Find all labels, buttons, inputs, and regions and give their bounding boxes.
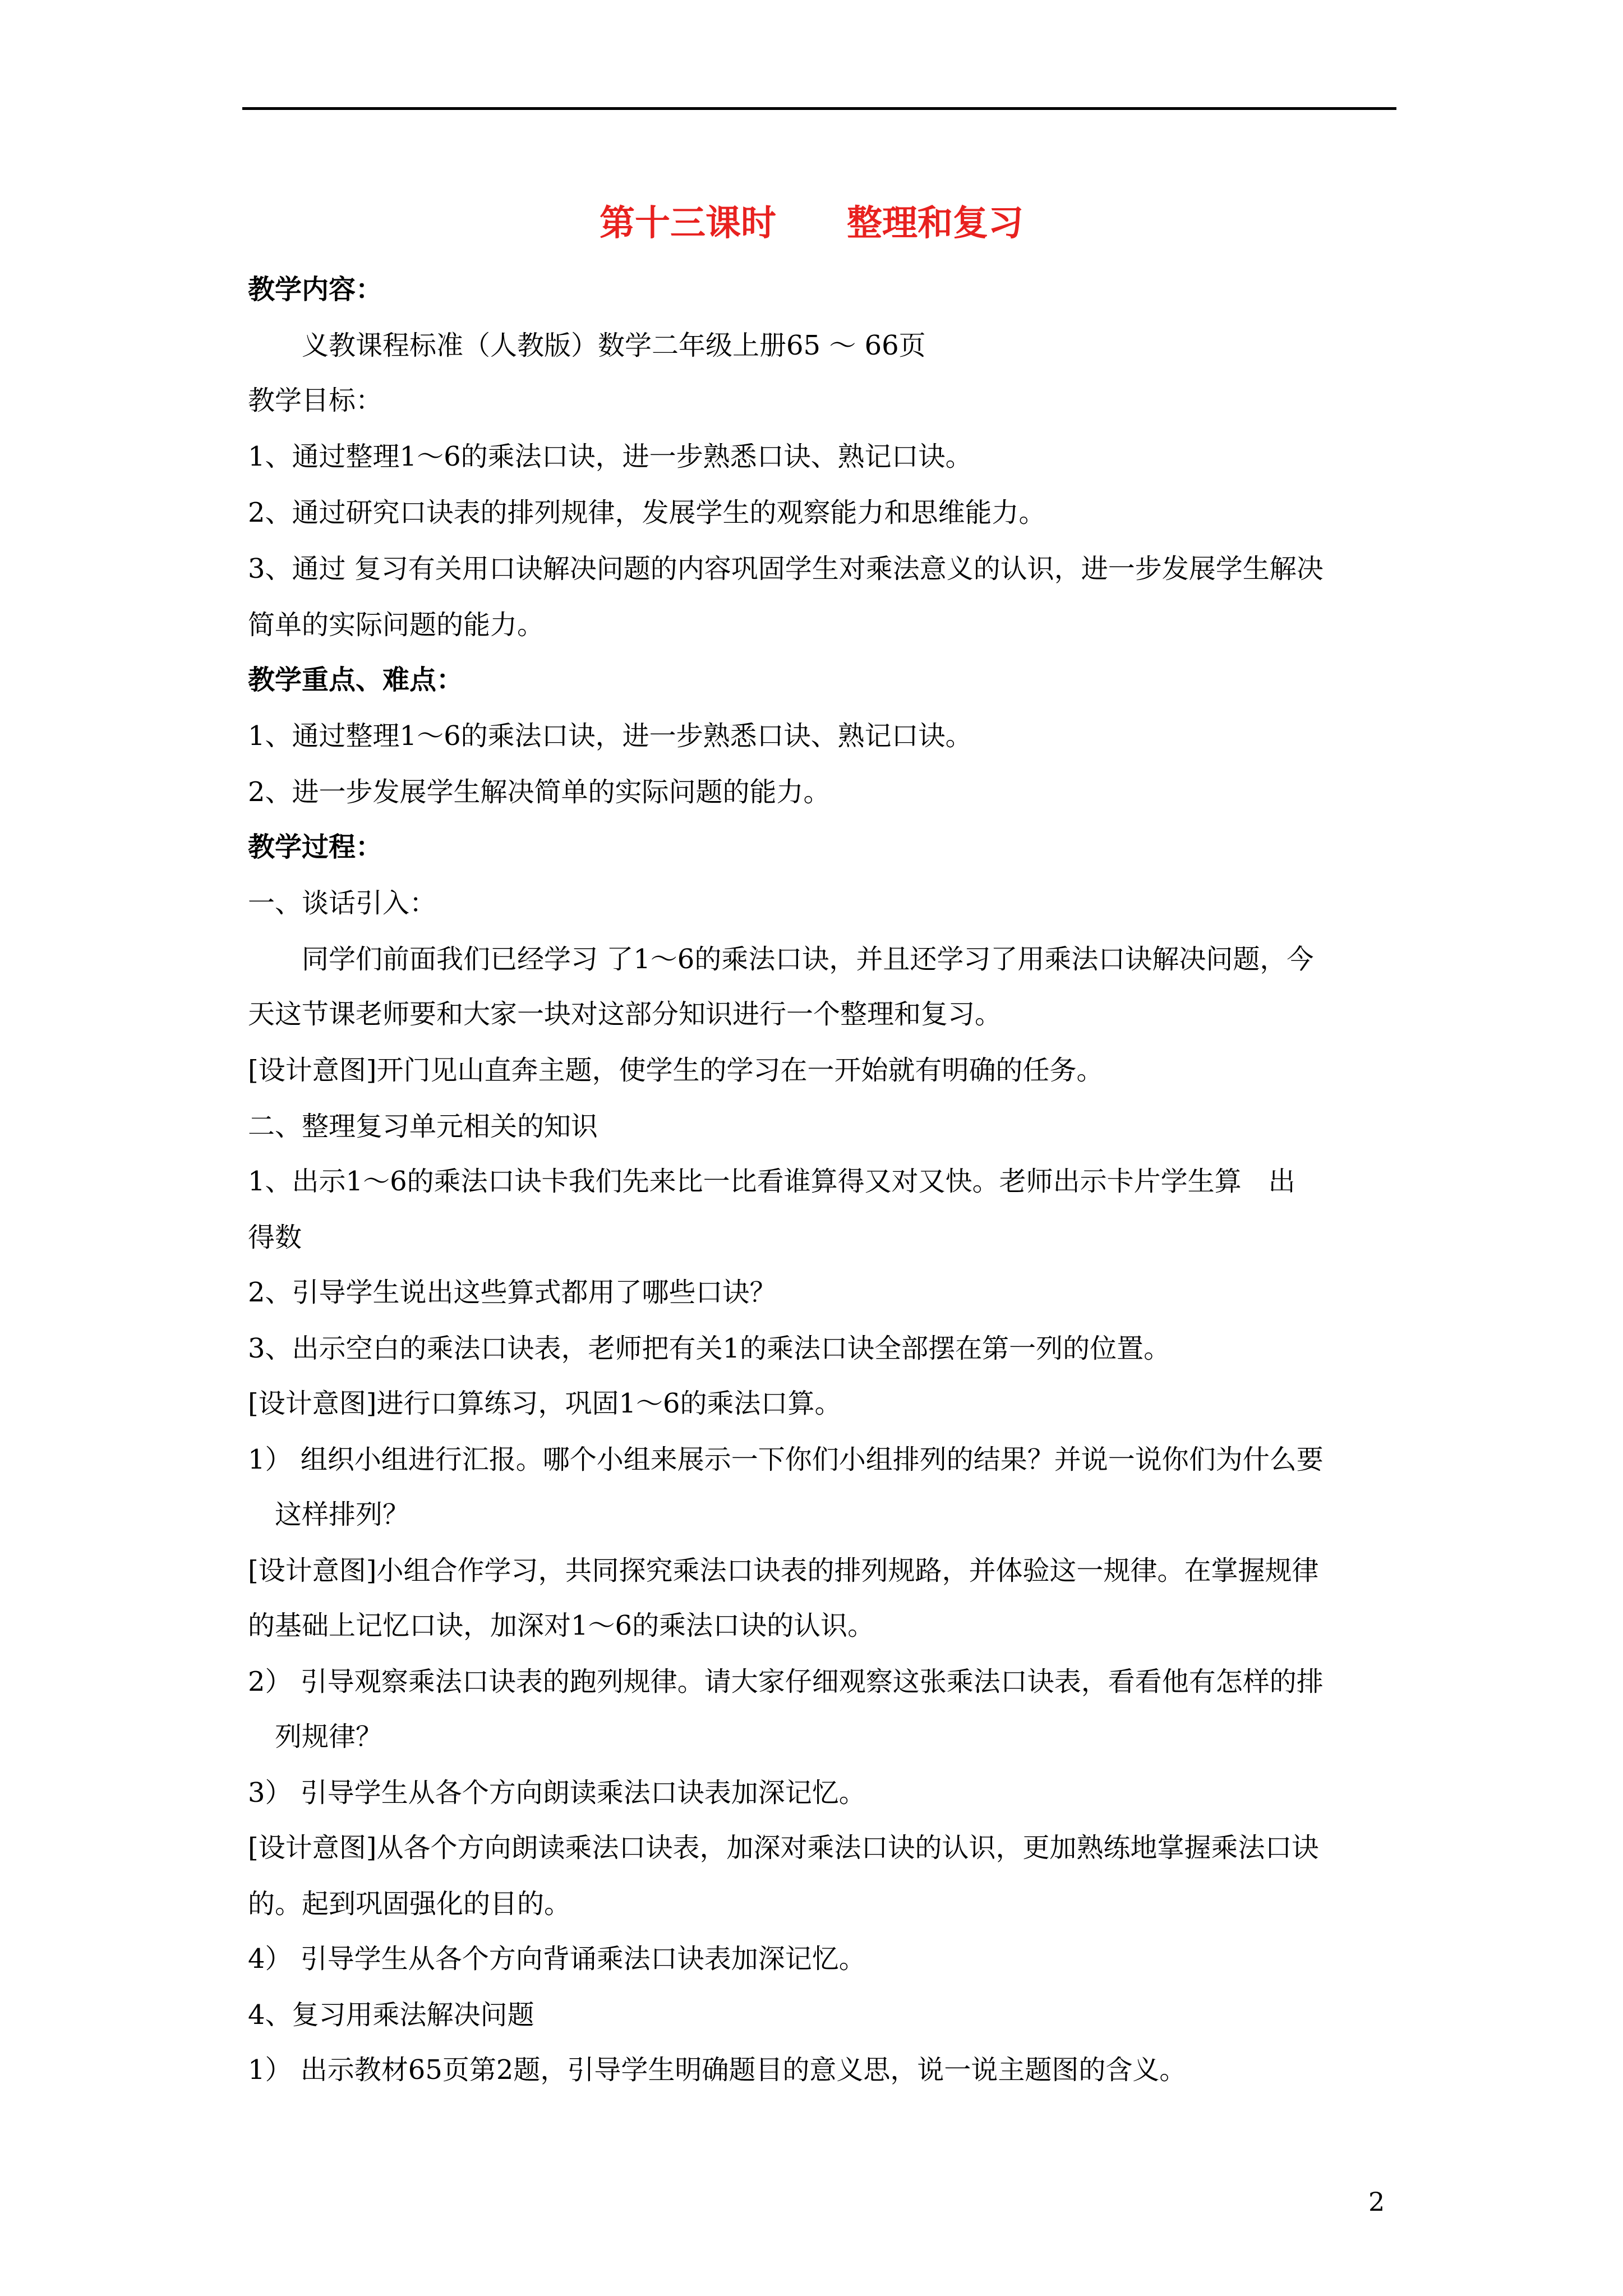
paragraph-line: 3、出示空白的乘法口诀表，老师把有关1的乘法口诀全部摆在第一列的位置。 <box>248 1333 1171 1364</box>
paragraph-line: [设计意图]进行口算练习，巩固1～6的乘法口算。 <box>248 1388 842 1419</box>
paragraph-line: [设计意图]小组合作学习，共同探究乘法口诀表的排列规路，并体验这一规律。在掌握规律 <box>248 1555 1319 1586</box>
lesson-title: 第十三课时 整理和复习 <box>600 203 1023 243</box>
paragraph-line: 的基础上记忆口诀，加深对1～6的乘法口诀的认识。 <box>248 1610 875 1641</box>
header-rule <box>242 107 1396 110</box>
paragraph-line: 3、通过 复习有关用口诀解决问题的内容巩固学生对乘法意义的认识，进一步发展学生解决 <box>248 553 1324 585</box>
paragraph-line: 1） 组织小组进行汇报。哪个小组来展示一下你们小组排列的结果？并说一说你们为什么要 <box>248 1444 1324 1475</box>
paragraph-line: 2、通过研究口诀表的排列规律，发展学生的观察能力和思维能力。 <box>248 497 1046 528</box>
paragraph-line: 同学们前面我们已经学习 了1～6的乘法口诀，并且还学习了用乘法口诀解决问题，今 <box>248 944 1314 975</box>
heading-teaching-content: 教学内容： <box>248 274 383 305</box>
paragraph-line: 这样排列？ <box>248 1499 410 1530</box>
paragraph-line: 2） 引导观察乘法口诀表的跑列规律。请大家仔细观察这张乘法口诀表，看看他有怎样的排 <box>248 1666 1324 1697</box>
paragraph-line: 1） 出示教材65页第2题，引导学生明确题目的意义思，说一说主题图的含义。 <box>248 2054 1187 2086</box>
paragraph-line: 天这节课老师要和大家一块对这部分知识进行一个整理和复习。 <box>248 999 1002 1030</box>
paragraph-line: 简单的实际问题的能力。 <box>248 609 545 641</box>
paragraph-line: [设计意图]从各个方向朗读乘法口诀表，加深对乘法口诀的认识，更加熟练地掌握乘法口诀 <box>248 1832 1319 1864</box>
heading-teaching-process: 教学过程： <box>248 831 383 863</box>
page-number: 2 <box>1368 2187 1385 2217</box>
paragraph-line: 的。起到巩固强化的目的。 <box>248 1888 571 1920</box>
paragraph-line: 教学目标： <box>248 385 383 416</box>
paragraph-line: 得数 <box>248 1222 302 1253</box>
paragraph-line: [设计意图]开门见山直奔主题，使学生的学习在一开始就有明确的任务。 <box>248 1055 1104 1086</box>
paragraph-line: 3） 引导学生从各个方向朗读乘法口诀表加深记忆。 <box>248 1777 866 1809</box>
paragraph-line: 1、出示1～6的乘法口诀卡我们先来比一比看谁算得又对又快。老师出示卡片学生算 出 <box>248 1166 1295 1197</box>
paragraph-line: 4） 引导学生从各个方向背诵乘法口诀表加深记忆。 <box>248 1943 866 1975</box>
paragraph-line: 一、谈话引入： <box>248 887 437 919</box>
paragraph-line: 1、通过整理1～6的乘法口诀，进一步熟悉口诀、熟记口诀。 <box>248 441 972 472</box>
paragraph-line: 列规律？ <box>248 1721 383 1752</box>
paragraph-line: 二、整理复习单元相关的知识 <box>248 1111 598 1142</box>
paragraph-line: 2、进一步发展学生解决简单的实际问题的能力。 <box>248 776 831 808</box>
heading-key-points: 教学重点、难点： <box>248 664 464 696</box>
paragraph-line: 2、引导学生说出这些算式都用了哪些口诀？ <box>248 1277 777 1308</box>
paragraph-line: 4、复习用乘法解决问题 <box>248 1999 534 2031</box>
paragraph-line: 义教课程标准（人教版）数学二年级上册65 ～ 66页 <box>248 330 926 361</box>
paragraph-line: 1、通过整理1～6的乘法口诀，进一步熟悉口诀、熟记口诀。 <box>248 720 972 752</box>
